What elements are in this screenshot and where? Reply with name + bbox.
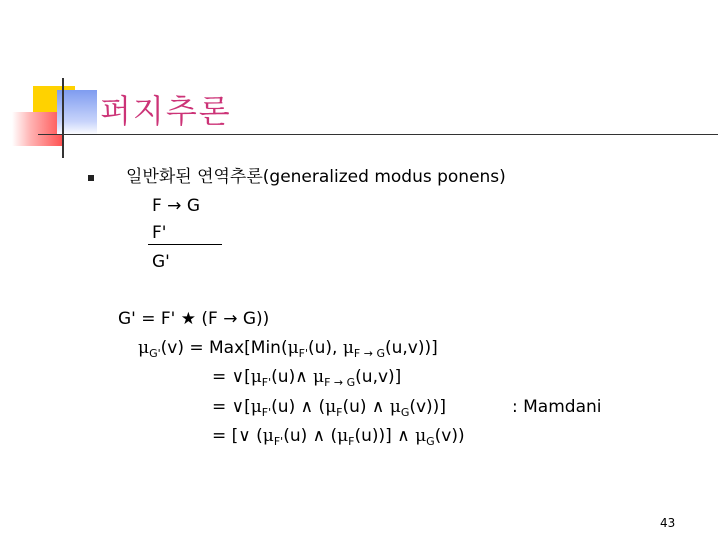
equation-text: (u,v))]: [384, 338, 438, 358]
equation-line-1: [138, 338, 438, 364]
decor-vertical-line: [62, 78, 64, 158]
equation-text: = ∨[: [212, 397, 251, 417]
subscript: F': [298, 347, 308, 360]
subscript: F': [261, 406, 272, 419]
mu-symbol: μ: [342, 338, 354, 358]
equation-text: (u) ∧: [342, 397, 390, 417]
equation-line-3: [212, 397, 446, 423]
mu-symbol: μ: [389, 397, 401, 417]
equation-text: (u)∧: [271, 367, 314, 387]
subscript: F → G: [353, 347, 385, 360]
equation-text: = ∨[: [212, 367, 251, 387]
inference-line: [148, 244, 222, 245]
subscript: F: [348, 435, 355, 448]
equation-text: (v) = Max[Min(: [160, 338, 288, 358]
title-underline: [38, 134, 718, 135]
mu-symbol: μ: [415, 426, 427, 446]
subscript: G: [426, 435, 435, 448]
bullet-text: 일반화된 연역추론(generalized modus ponens): [126, 167, 506, 187]
mu-symbol: μ: [325, 397, 337, 417]
subscript: F': [261, 376, 272, 389]
equation-text: (v)): [434, 426, 465, 446]
subscript: F': [273, 435, 284, 448]
mu-symbol: μ: [287, 338, 299, 358]
equation-line-2: [212, 367, 401, 393]
equation-text: = [∨ (: [212, 426, 263, 446]
mu-symbol: μ: [313, 367, 325, 387]
equation-text: (u),: [308, 338, 343, 358]
subscript: F: [336, 406, 343, 419]
conclusion: G': [152, 252, 170, 272]
mu-symbol: μ: [337, 426, 349, 446]
premise-fact: F': [152, 223, 167, 243]
equation-text: (u) ∧ (: [271, 397, 326, 417]
mu-symbol: μ: [250, 397, 262, 417]
equation-line-4: [212, 426, 465, 452]
mu-symbol: μ: [138, 338, 150, 358]
equation-text: (u) ∧ (: [283, 426, 338, 446]
subscript: F → G: [324, 376, 356, 389]
mu-symbol: μ: [250, 367, 262, 387]
mu-symbol: μ: [262, 426, 274, 446]
premise-rule: F → G: [152, 196, 201, 216]
subscript: G: [400, 406, 410, 419]
slide-title: 퍼지추론: [100, 92, 232, 130]
equation-text: (v))]: [409, 397, 446, 417]
bullet-square-icon: [88, 175, 94, 181]
equation-main: G' = F' ★ (F → G)): [118, 309, 270, 329]
equation-text: (u))] ∧: [354, 426, 416, 446]
equation-text: (u,v)]: [355, 367, 402, 387]
mamdani-note: : Mamdani: [512, 397, 602, 417]
page-number: 43: [660, 516, 676, 530]
subscript: G': [149, 347, 161, 360]
